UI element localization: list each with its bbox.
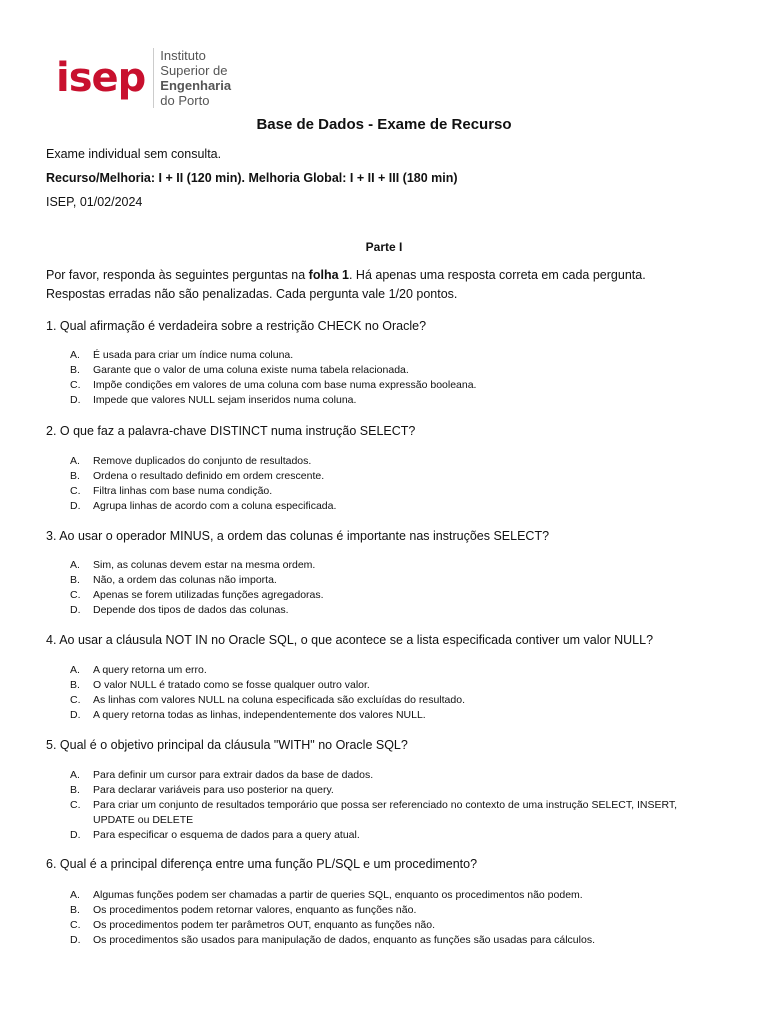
option: C. As linhas com valores NULL na coluna especificada são excluídas do resultado.	[70, 694, 465, 706]
question-1: 1. Qual afirmação é verdadeira sobre a restrição CHECK no Oracle?	[46, 319, 427, 333]
logo-line-1: Instituto Superior de	[160, 48, 228, 78]
option: C. Impõe condições em valores de uma coluna com base numa expressão booleana.	[70, 379, 477, 391]
option: D. Depende dos tipos de dados das colunas.	[70, 604, 289, 616]
question-2: 2. O que faz a palavra-chave DISTINCT numa instrução SELECT?	[46, 424, 416, 438]
question-4: 4. Ao usar a cláusula NOT IN no Oracle SQL, o que acontece se a lista especificada contiver um valor NULL?	[46, 633, 654, 647]
option: D. A query retorna todas as linhas, independentemente dos valores NULL.	[70, 709, 426, 721]
info-line-2: Recurso/Melhoria: I + II (120 min). Melhoria Global: I + II + III (180 min)	[46, 171, 458, 185]
option: D. Para especificar o esquema de dados para a query atual.	[70, 829, 360, 841]
option: A. Sim, as colunas devem estar na mesma ordem.	[70, 559, 316, 571]
question-3: 3. Ao usar o operador MINUS, a ordem das colunas é importante nas instruções SELECT?	[46, 529, 550, 543]
instructions: Por favor, responda às seguintes perguntas na folha 1. Há apenas uma resposta correta em cada pergunta. Respostas erradas não são penalizadas. Cada pergunta vale 1/20 pontos.	[46, 268, 646, 301]
option: B. Ordena o resultado definido em ordem crescente.	[70, 470, 325, 482]
option: C. Para criar um conjunto de resultados temporário que possa ser referenciado no contexto de uma instrução SELECT, INSERT, UPDATE ou DELETE	[70, 799, 678, 826]
option: D. Agrupa linhas de acordo com a coluna especificada.	[70, 500, 337, 512]
question-4-options	[70, 663, 713, 723]
logo-text	[153, 48, 242, 108]
option: B. Garante que o valor de uma coluna existe numa tabela relacionada.	[70, 364, 409, 376]
part-title: Parte I	[365, 240, 403, 254]
question-3-options	[70, 558, 713, 618]
option: C. Os procedimentos podem ter parâmetros OUT, enquanto as funções não.	[70, 919, 436, 931]
question-6: 6. Qual é a principal diferença entre uma função PL/SQL e um procedimento?	[46, 857, 478, 871]
option: B. Os procedimentos podem retornar valores, enquanto as funções não.	[70, 904, 417, 916]
question-2-options	[70, 454, 713, 514]
option: C. Apenas se forem utilizadas funções agregadoras.	[70, 589, 324, 601]
option: A. Para definir um cursor para extrair dados da base de dados.	[70, 769, 374, 781]
option: A. A query retorna um erro.	[70, 664, 207, 676]
option: B. Não, a ordem das colunas não importa.	[70, 574, 277, 586]
exam-title: Base de Dados - Exame de Recurso	[256, 116, 512, 133]
isep-logo	[50, 48, 242, 108]
logo-mark: isep	[56, 55, 146, 101]
option: B. Para declarar variáveis para uso posterior na query.	[70, 784, 334, 796]
option: B. O valor NULL é tratado como se fosse qualquer outro valor.	[70, 679, 370, 691]
question-5: 5. Qual é o objetivo principal da cláusula "WITH" no Oracle SQL?	[46, 738, 408, 752]
question-6-options	[70, 888, 713, 948]
info-line-1: Exame individual sem consulta.	[46, 147, 222, 161]
option: A. É usada para criar um índice numa coluna.	[70, 349, 294, 361]
question-1-options	[70, 348, 713, 408]
option: D. Os procedimentos são usados para manipulação de dados, enquanto as funções são usadas para cálculos.	[70, 934, 595, 946]
option: A. Remove duplicados do conjunto de resultados.	[70, 455, 312, 467]
option: A. Algumas funções podem ser chamadas a partir de queries SQL, enquanto os procedimentos não podem.	[70, 889, 583, 901]
logo-line-2: Engenharia do Porto	[160, 78, 232, 108]
option: D. Impede que valores NULL sejam inseridos numa coluna.	[70, 394, 357, 406]
info-line-3: ISEP, 01/02/2024	[46, 195, 143, 209]
option: C. Filtra linhas com base numa condição.	[70, 485, 273, 497]
question-5-options	[70, 768, 713, 843]
